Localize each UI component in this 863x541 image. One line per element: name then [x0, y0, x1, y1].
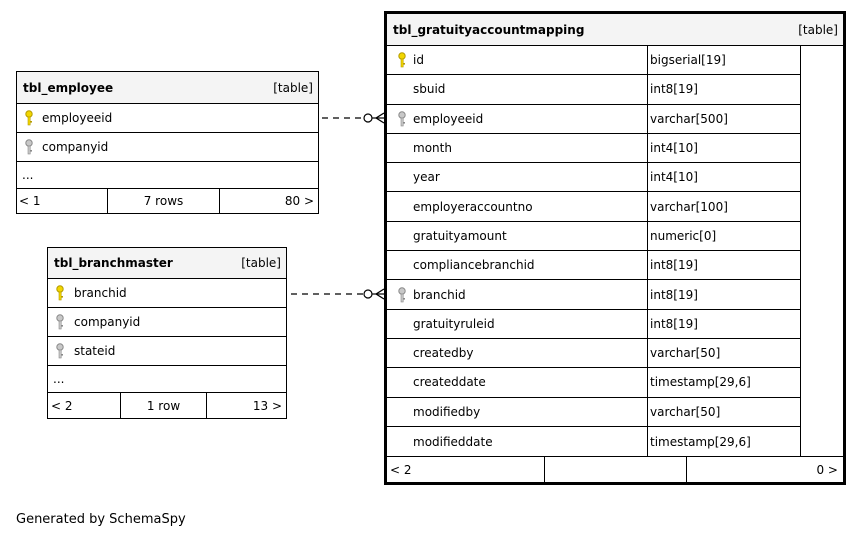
children-count: < 2	[51, 398, 73, 413]
column-row[interactable]	[387, 163, 801, 192]
table-footer	[17, 189, 318, 213]
foreign-key-icon	[24, 139, 34, 155]
table-footer	[387, 456, 843, 483]
generated-by-credit: Generated by SchemaSpy	[16, 512, 186, 527]
column-divider	[800, 46, 801, 456]
column-row[interactable]	[387, 398, 801, 427]
column-name: employeraccountno	[413, 199, 533, 214]
column-row[interactable]	[387, 339, 801, 368]
column-divider	[647, 46, 648, 456]
foreign-key-icon	[55, 343, 65, 359]
column-type: timestamp[29,6]	[650, 375, 751, 390]
column-name: sbuid	[413, 82, 446, 97]
table-header	[48, 248, 286, 279]
foreign-key-icon	[55, 314, 65, 330]
more-columns-row	[17, 162, 318, 189]
footer-left	[387, 457, 544, 483]
row-count: 1 row	[146, 398, 181, 413]
table-name: tbl_gratuityaccountmapping	[393, 22, 585, 37]
column-type: varchar[50]	[650, 404, 721, 419]
table-type: [table]	[273, 80, 313, 95]
column-type: int8[19]	[650, 82, 698, 97]
column-row[interactable]	[48, 308, 286, 337]
column-list	[387, 46, 801, 456]
column-name: compliancebranchid	[413, 258, 535, 273]
column-row[interactable]	[387, 222, 801, 251]
column-type: numeric[0]	[650, 228, 717, 243]
column-row[interactable]	[387, 427, 801, 456]
column-type: bigserial[19]	[650, 53, 726, 68]
foreign-key-icon	[397, 111, 407, 127]
column-name: branchid	[74, 286, 127, 300]
table-header	[17, 72, 318, 104]
column-name: createdby	[413, 346, 474, 361]
parents-count: 80 >	[284, 194, 314, 208]
column-row[interactable]	[17, 104, 318, 133]
column-row[interactable]	[48, 279, 286, 308]
column-name: year	[413, 170, 440, 185]
column-row[interactable]	[387, 310, 801, 339]
column-name: companyid	[74, 315, 141, 329]
table-employee[interactable]	[16, 71, 319, 214]
column-row[interactable]	[387, 368, 801, 397]
column-type: varchar[50]	[650, 346, 721, 361]
primary-key-icon	[397, 52, 407, 68]
column-type: timestamp[29,6]	[650, 434, 751, 449]
column-name: id	[413, 53, 424, 68]
footer-left	[48, 393, 120, 418]
column-row[interactable]	[48, 337, 286, 366]
primary-key-icon	[24, 110, 34, 126]
relationship-branchmaster-to-gratuity	[291, 289, 384, 299]
column-row[interactable]	[387, 46, 801, 75]
column-type: varchar[500]	[650, 111, 728, 126]
column-name: companyid	[42, 140, 109, 154]
footer-right	[207, 393, 286, 418]
column-type: int8[19]	[650, 287, 698, 302]
ellipsis: ...	[22, 168, 34, 182]
relationship-employee-to-gratuity	[322, 113, 384, 123]
column-row[interactable]	[387, 134, 801, 163]
column-name: month	[413, 141, 452, 156]
parents-count: 0 >	[816, 463, 838, 478]
table-gratuityaccountmapping[interactable]	[384, 11, 846, 485]
table-type: [table]	[798, 22, 838, 37]
column-name: stateid	[74, 344, 116, 358]
column-type: int8[19]	[650, 258, 698, 273]
footer-middle	[108, 189, 219, 213]
column-row[interactable]	[387, 280, 801, 309]
table-name: tbl_employee	[23, 80, 114, 95]
table-footer	[48, 393, 286, 418]
column-type: int4[10]	[650, 170, 698, 185]
column-row[interactable]	[17, 133, 318, 162]
footer-middle	[121, 393, 206, 418]
footer-right	[687, 457, 843, 483]
column-type: int4[10]	[650, 141, 698, 156]
children-count: < 1	[19, 194, 41, 208]
footer-left	[17, 189, 107, 213]
column-name: modifiedby	[413, 404, 481, 419]
column-row[interactable]	[387, 75, 801, 104]
table-header	[387, 14, 843, 46]
column-row[interactable]	[387, 105, 801, 134]
column-name: gratuityruleid	[413, 316, 495, 331]
column-name: employeeid	[413, 111, 484, 126]
children-count: < 2	[390, 463, 412, 478]
column-name: createddate	[413, 375, 486, 390]
column-name: employeeid	[42, 111, 113, 125]
column-row[interactable]	[387, 251, 801, 280]
column-name: gratuityamount	[413, 228, 507, 243]
column-name: branchid	[413, 287, 466, 302]
column-row[interactable]	[387, 192, 801, 221]
table-branchmaster[interactable]	[47, 247, 287, 419]
table-type: [table]	[241, 256, 281, 270]
foreign-key-icon	[397, 287, 407, 303]
footer-right	[220, 189, 318, 213]
primary-key-icon	[55, 285, 65, 301]
footer-middle	[545, 457, 686, 483]
column-type: int8[19]	[650, 316, 698, 331]
more-columns-row	[48, 366, 286, 393]
ellipsis: ...	[53, 372, 65, 386]
row-count: 7 rows	[143, 194, 184, 208]
column-type: varchar[100]	[650, 199, 728, 214]
parents-count: 13 >	[252, 398, 282, 413]
table-name: tbl_branchmaster	[54, 256, 173, 270]
column-name: modifieddate	[413, 434, 493, 449]
